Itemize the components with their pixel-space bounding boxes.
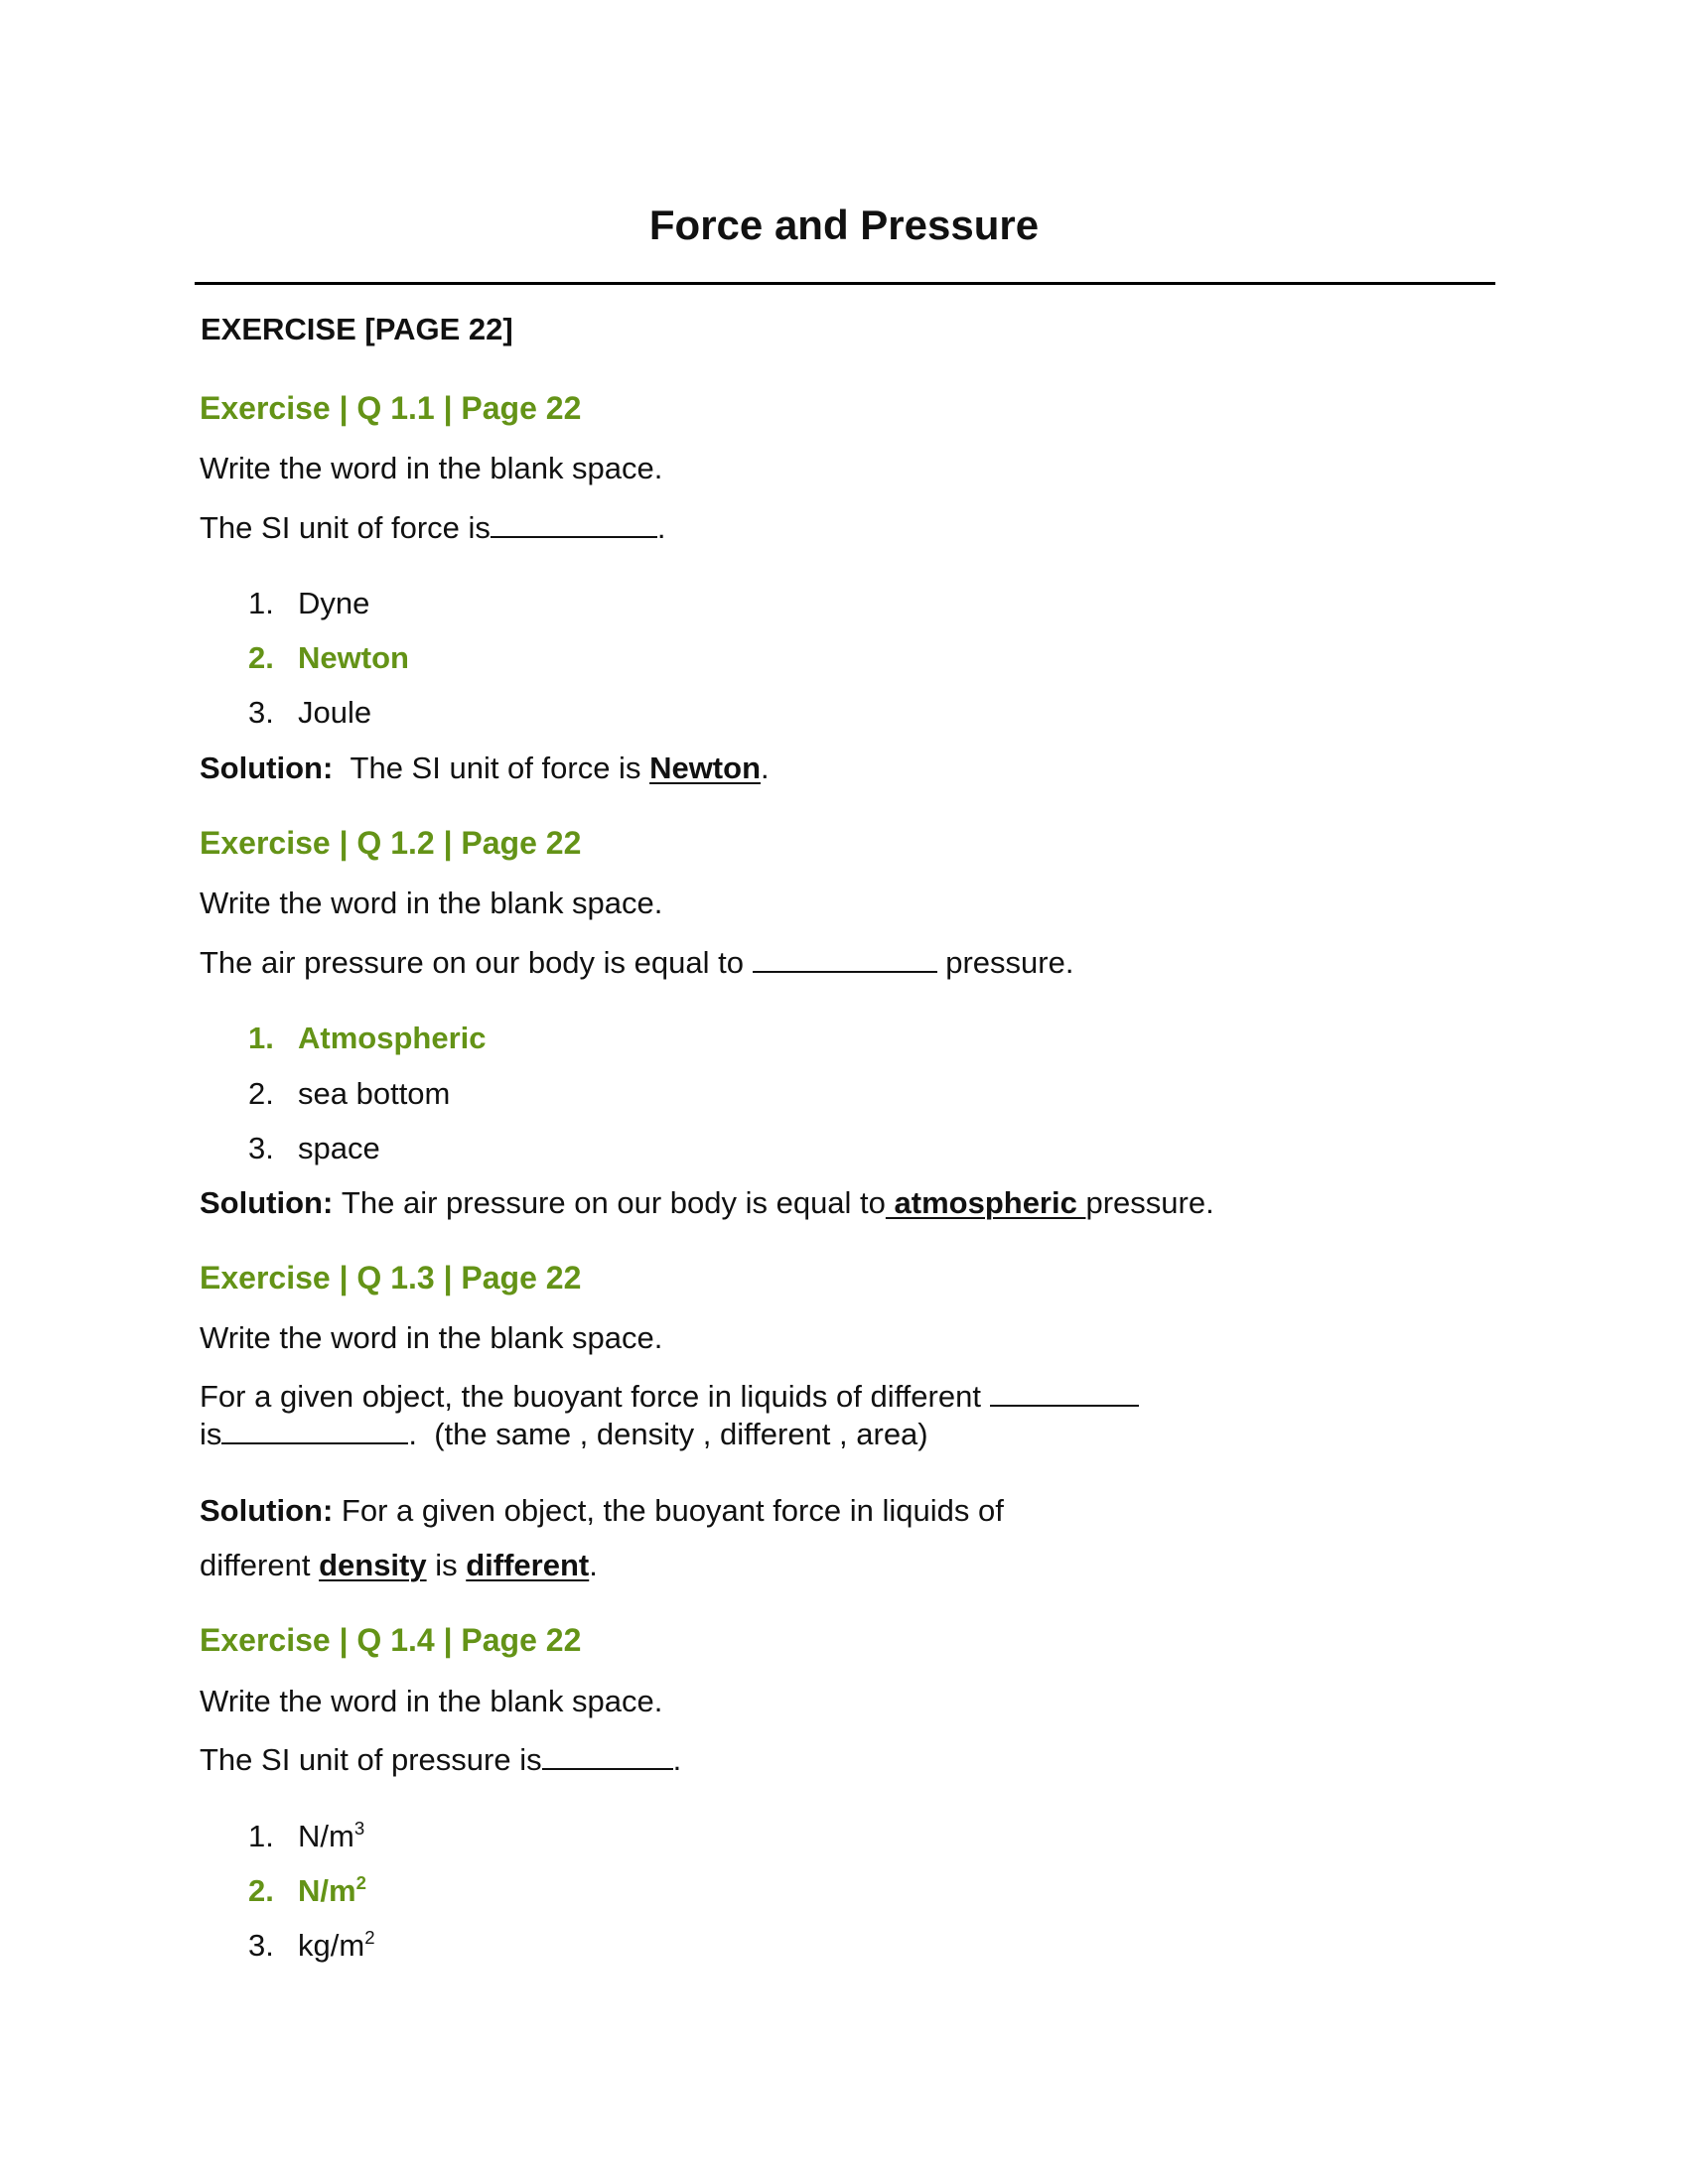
answer-blank — [990, 1404, 1139, 1407]
section-heading: EXERCISE [PAGE 22] — [201, 312, 513, 346]
solution-answer: different — [466, 1548, 590, 1582]
option-item-correct — [0, 642, 794, 674]
unit-base: kg/m — [298, 1928, 365, 1963]
solution-text: different — [200, 1548, 320, 1582]
solution — [200, 1495, 1004, 1526]
solution-answer: atmospheric — [885, 1185, 1086, 1220]
option-item — [0, 1078, 794, 1110]
title-divider — [195, 282, 1495, 285]
solution-text: pressure. — [1085, 1185, 1214, 1220]
option-text: sea bottom — [298, 1076, 451, 1111]
answer-blank — [221, 1441, 408, 1444]
stem-text: For a given object, the buoyant force in liquids of different — [200, 1379, 990, 1414]
option-item — [0, 1133, 794, 1164]
option-number: 1. — [248, 1819, 274, 1853]
solution-answer: density — [319, 1548, 427, 1582]
solution-text: The air pressure on our body is equal to — [341, 1185, 886, 1220]
solution-text: is — [426, 1548, 467, 1582]
question-stem — [200, 947, 1073, 978]
option-number: 2. — [248, 1076, 274, 1111]
solution-text: The SI unit of force is — [350, 751, 650, 785]
unit-base: N/m — [298, 1819, 354, 1853]
option-number: 2. — [248, 1873, 274, 1908]
option-text — [298, 1927, 375, 1963]
option-text — [298, 1818, 365, 1853]
solution-label: Solution: — [200, 751, 334, 785]
question-stem — [200, 512, 666, 543]
option-item — [0, 1818, 794, 1854]
stem-text: . (the same , density , different , area) — [408, 1417, 928, 1451]
stem-text: The SI unit of pressure is — [200, 1742, 542, 1777]
question-header: Exercise | Q 1.3 | Page 22 — [200, 1260, 582, 1296]
unit-exponent: 2 — [355, 1872, 366, 1893]
unit-exponent: 2 — [364, 1927, 375, 1948]
solution-text: . — [589, 1548, 598, 1582]
answer-blank — [542, 1767, 673, 1770]
question-instruction: Write the word in the blank space. — [200, 1684, 663, 1718]
answer-blank — [491, 535, 657, 538]
stem-text: is — [200, 1417, 222, 1451]
option-number: 3. — [248, 1928, 274, 1963]
solution-line-2 — [200, 1550, 598, 1580]
answer-blank — [753, 970, 937, 973]
solution-text: . — [761, 751, 770, 785]
option-text: Dyne — [298, 586, 370, 620]
option-number: 1. — [248, 1021, 274, 1055]
option-text — [298, 1872, 366, 1908]
option-item — [0, 697, 794, 729]
option-text: Newton — [298, 640, 409, 675]
stem-text: . — [672, 1742, 682, 1777]
question-instruction: Write the word in the blank space. — [200, 1320, 663, 1355]
question-header: Exercise | Q 1.1 | Page 22 — [200, 390, 582, 426]
unit-base: N/m — [298, 1873, 356, 1908]
option-number: 3. — [248, 1131, 274, 1165]
stem-text: The air pressure on our body is equal to — [200, 945, 753, 980]
question-instruction: Write the word in the blank space. — [200, 886, 663, 920]
stem-text: . — [656, 510, 666, 545]
solution-label: Solution: — [200, 1493, 334, 1528]
solution-answer: Newton — [649, 751, 761, 785]
option-number: 1. — [248, 586, 274, 620]
question-instruction: Write the word in the blank space. — [200, 451, 663, 485]
option-item-correct — [0, 1872, 794, 1909]
option-text: space — [298, 1131, 380, 1165]
option-item-correct — [0, 1023, 794, 1054]
option-text: Joule — [298, 695, 372, 730]
solution-text: For a given object, the buoyant force in liquids of — [341, 1493, 1004, 1528]
solution — [200, 752, 770, 783]
option-item — [0, 1927, 794, 1964]
unit-exponent: 3 — [353, 1818, 365, 1839]
stem-text: The SI unit of force is — [200, 510, 491, 545]
question-stem-line-2 — [200, 1419, 928, 1449]
question-header: Exercise | Q 1.4 | Page 22 — [200, 1622, 582, 1658]
question-stem-line-1 — [200, 1381, 1139, 1412]
page-title: Force and Pressure — [648, 202, 1040, 248]
stem-text: pressure. — [936, 945, 1074, 980]
option-item — [0, 588, 794, 619]
question-stem — [200, 1744, 681, 1775]
question-header: Exercise | Q 1.2 | Page 22 — [200, 825, 582, 861]
option-number: 2. — [248, 640, 274, 675]
solution — [200, 1187, 1214, 1218]
option-number: 3. — [248, 695, 274, 730]
solution-label: Solution: — [200, 1185, 334, 1220]
option-text: Atmospheric — [298, 1021, 487, 1055]
